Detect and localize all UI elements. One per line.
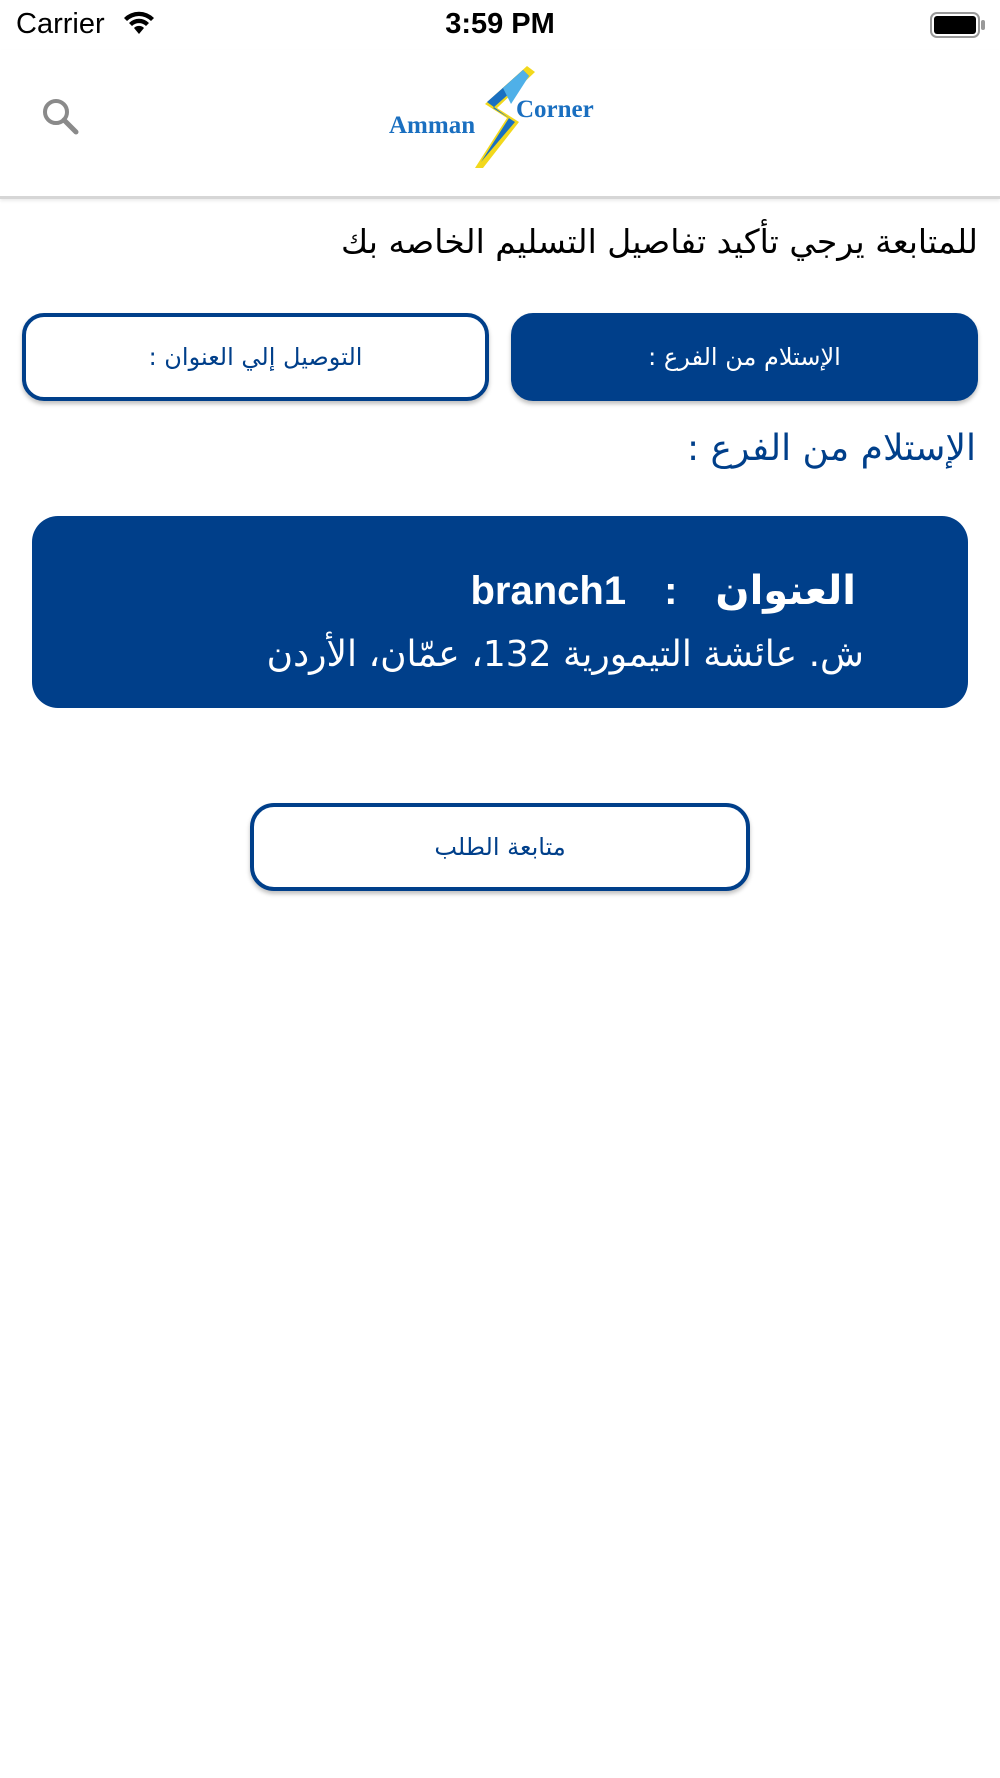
- deliver-to-address-button[interactable]: التوصيل إلي العنوان :: [22, 313, 489, 401]
- branch-separator: :: [664, 568, 678, 613]
- branch-name: branch1: [470, 568, 627, 613]
- instructions-text: للمتابعة يرجي تأكيد تفاصيل التسليم الخاصه بك: [341, 222, 978, 261]
- branch-name-row: [470, 568, 856, 614]
- battery-icon: [930, 12, 986, 38]
- logo-text-corner: Corner: [516, 96, 594, 123]
- status-bar: [0, 0, 1000, 50]
- app-logo: [385, 64, 605, 174]
- section-title: الإستلام من الفرع :: [686, 428, 976, 469]
- branch-address-label: العنوان: [715, 569, 856, 613]
- track-order-button[interactable]: متابعة الطلب: [250, 803, 750, 891]
- nav-bar: [0, 50, 1000, 199]
- search-icon[interactable]: [40, 96, 80, 136]
- branch-card[interactable]: [32, 516, 968, 708]
- pickup-from-branch-button[interactable]: الإستلام من الفرع :: [511, 313, 978, 401]
- logo-text-amman: Amman: [389, 112, 476, 139]
- carrier-label: Carrier: [16, 8, 105, 40]
- status-time: 3:59 PM: [445, 8, 555, 40]
- branch-address: ش. عائشة التيمورية 132، عمّان، الأردن: [266, 634, 864, 675]
